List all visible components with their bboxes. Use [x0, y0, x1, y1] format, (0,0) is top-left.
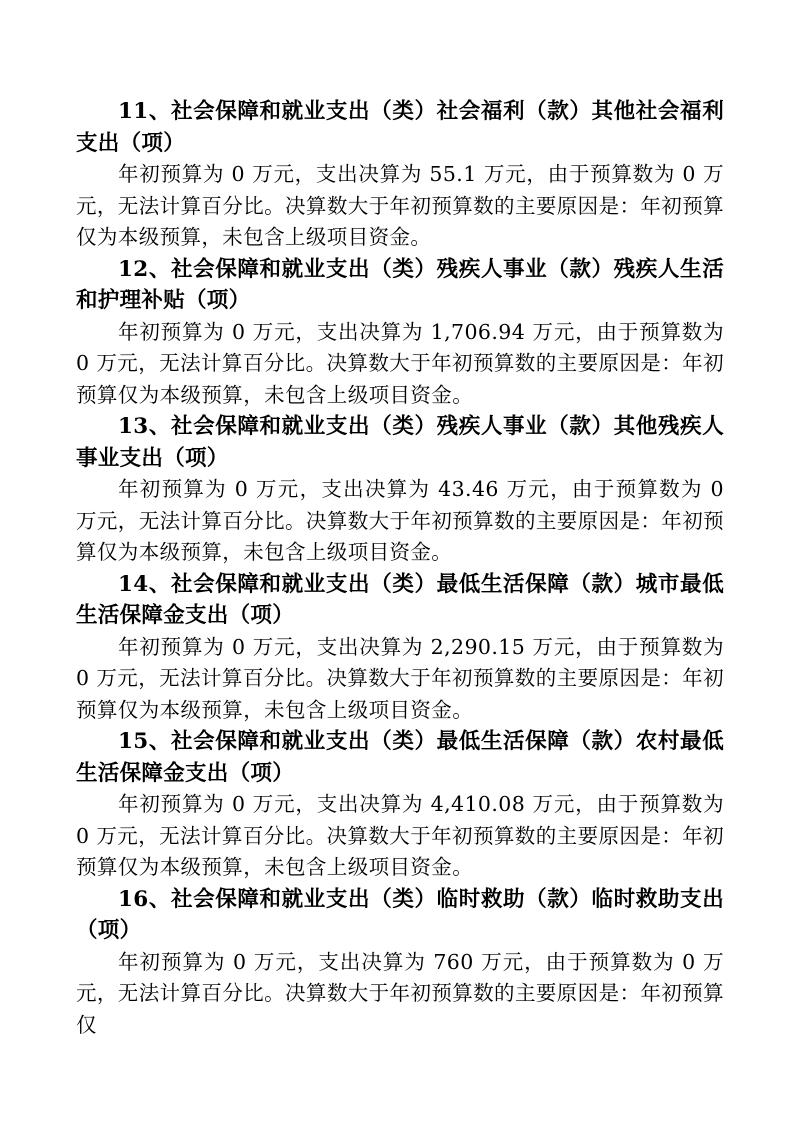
section-heading: 14、社会保障和就业支出（类）最低生活保障（款）城市最低生活保障金支出（项） — [76, 571, 724, 628]
section-16 — [76, 884, 724, 1042]
section-body: 年初预算为 0 万元，支出决算为 43.46 万元，由于预算数为 0 万元，无法计算百分比。决算数大于年初预算数的主要原因是：年初预算仅为本级预算，未包含上级项目资金。 — [76, 477, 724, 564]
section-14 — [76, 569, 724, 727]
section-body: 年初预算为 0 万元，支出决算为 1,706.94 万元，由于预算数为 0 万元，无法计算百分比。决算数大于年初预算数的主要原因是：年初预算仅为本级预算，未包含上级项目资金。 — [76, 319, 724, 407]
section-body: 年初预算为 0 万元，支出决算为 2,290.15 万元，由于预算数为 0 万元，无法计算百分比。决算数大于年初预算数的主要原因是：年初预算仅为本级预算，未包含上级项目资金。 — [76, 634, 724, 722]
section-13 — [76, 411, 724, 569]
section-heading: 12、社会保障和就业支出（类）残疾人事业（款）残疾人生活和护理补贴（项） — [76, 256, 724, 313]
section-12 — [76, 254, 724, 412]
section-heading: 15、社会保障和就业支出（类）最低生活保障（款）农村最低生活保障金支出（项） — [76, 729, 724, 786]
section-heading: 13、社会保障和就业支出（类）残疾人事业（款）其他残疾人事业支出（项） — [76, 414, 724, 471]
section-heading: 16、社会保障和就业支出（类）临时救助（款）临时救助支出（项） — [76, 886, 724, 943]
document-page — [76, 96, 724, 1041]
section-15 — [76, 726, 724, 884]
section-body: 年初预算为 0 万元，支出决算为 4,410.08 万元，由于预算数为 0 万元，无法计算百分比。决算数大于年初预算数的主要原因是：年初预算仅为本级预算，未包含上级项目资金。 — [76, 792, 724, 879]
section-body: 年初预算为 0 万元，支出决算为 55.1 万元，由于预算数为 0 万元，无法计算百分比。决算数大于年初预算数的主要原因是：年初预算仅为本级预算，未包含上级项目资金。 — [76, 162, 724, 249]
section-11 — [76, 96, 724, 254]
section-heading: 11、社会保障和就业支出（类）社会福利（款）其他社会福利支出（项） — [76, 99, 724, 156]
section-body: 年初预算为 0 万元，支出决算为 760 万元，由于预算数为 0 万元，无法计算百分比。决算数大于年初预算数的主要原因是：年初预算仅 — [76, 949, 724, 1037]
